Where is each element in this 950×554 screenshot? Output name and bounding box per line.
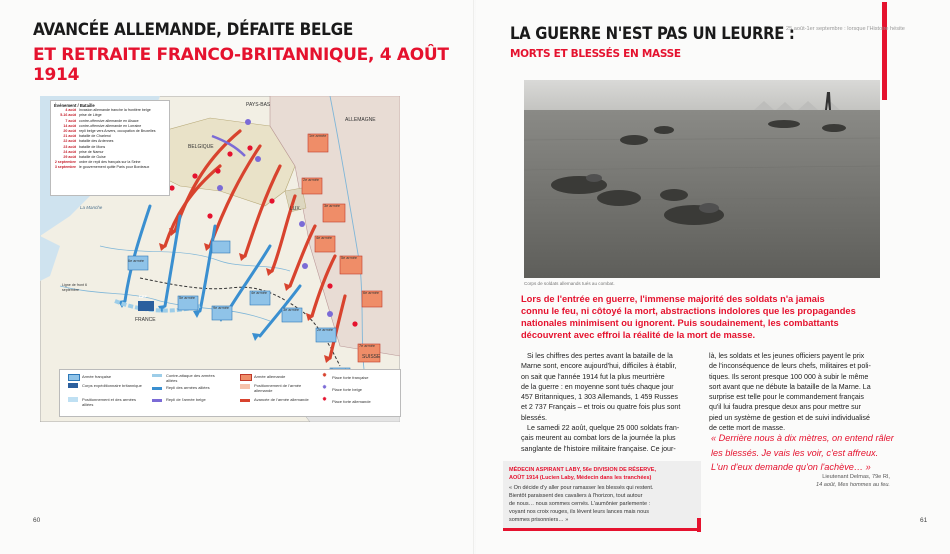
intro-line: Lors de l'entrée en guerre, l'immense majorité des soldats n'a jamais [521,294,825,304]
attribution-line: Lieutenant Delmas, 79e RI, [822,474,890,480]
left-title-line1: AVANCÉE ALLEMANDE, DÉFAITE BELGE [33,20,353,40]
body-line: çais meurent au combat lors de la journée la plus [521,434,676,443]
body-line: tiques. Ils seront presque 100 000 à subir le même [709,372,869,381]
running-header: 25 août-1er septembre : lorsque l'Histoire hésite [786,26,905,32]
events-legend [50,100,170,196]
legend-de-fort: Place forte allemande [332,399,371,404]
body-line: sanglante de l'histoire militaire française. Ce jour- [521,444,676,453]
testimony-line: de nous… nous sommes cernés. L'aumônier parlemente : [509,501,651,507]
legend-german-pos: Positionnement de l'armée allemande [254,383,302,393]
page-number-right: 61 [920,517,928,524]
body-line: de la guerre : en moyenne sont tués chaque jour [521,382,674,391]
label-sea: La Manche [80,205,103,210]
intro-line: découvrent avec effroi la réalité de la mort de masse. [521,330,756,341]
body-column-1 [521,351,680,454]
unit-label-red: 2e armée [303,178,320,182]
unit-label-blue: 9e armée [213,306,230,310]
right-page [476,0,950,554]
event-row: 5-16 août prise de Liège [60,113,102,118]
unit-label-blue: 6e armée [128,259,145,263]
event-row: 23 août bataille de Mons [63,144,106,149]
unit-label-red: 7e armée [359,344,376,348]
unit-label-blue: 3e armée [283,308,300,312]
intro-line: connu le feu, ni côtoyé la mort, abstractions indolores que les propagandes [521,306,856,317]
legend-be-fort: Place forte belge [332,387,363,392]
event-row: 24 août prise de Namur [63,149,104,154]
body-line: sort avant que ne débute la bataille de la Marne. La [709,382,871,391]
unit-label-red: 3e armée [324,204,341,208]
accent-bar [882,2,887,100]
legend-fr-fort: Place forte française [332,375,369,380]
photo-caption: Corps de soldats allemands tués au combat. [524,281,615,286]
front-line-label: Ligne de front 6 septembre [62,283,87,292]
event-row: 21 août bataille de Charleroi [63,134,111,139]
left-page [0,0,474,554]
event-row: 7 août contre-offensive allemande en Alsace [65,118,139,123]
testimony-line: voyant nos croix rouges, ils lèvent leurs lances mais nous [509,509,650,515]
event-row: 3 septembre le gouvernement quitte Paris pour Bordeaux [54,165,150,170]
unit-label-blue: 2e armée [317,328,334,332]
box-accent [697,518,701,532]
label-france: FRANCE [135,317,156,323]
legend-german-advance: Avancée de l'armée allemande [254,397,309,402]
body-line: blessés. [521,413,548,422]
body-line: de l'inconséquence de leurs chefs, militaires et poli- [709,362,871,371]
body-line: Si les chiffres des pertes avant la bataille de la [527,352,673,360]
event-row: 4 août Invasion allemande tranche la frontière belge [65,108,151,113]
testimony-title-line: AOÛT 1914 (Lucien Laby, Médecin dans les tranchées) [509,475,652,481]
left-title-line2: ET RETRAITE FRANCO-BRITANNIQUE, 4 AOÛT 1914 [33,45,449,85]
unit-label-red: 5e armée [341,256,358,260]
testimony-line: Bientôt paraissent des cavaliers à l'horizon, tout autour [509,493,643,499]
legend-belgian-retreat: Repli de l'armée belge [166,397,206,402]
label-pays-bas: PAYS-BAS [246,102,271,108]
legend-allied-pos: Positionnement et des armées alliées [82,397,137,407]
quote-line: L'un d'eux demande qu'on l'achève… » [711,462,871,472]
legend-french-army: Armée française [82,374,112,379]
body-column-2 [709,351,871,433]
legend-allied-retreat: Repli des armées alliées [166,385,210,390]
body-line: et 2 737 Français – et trois ou quatre fois plus sont [521,403,681,412]
unit-label-blue: 5e armée [179,296,196,300]
legend-german-army: Armée allemande [254,374,286,379]
testimony-line: sommes prisonniers… » [509,517,569,523]
testimony-text [509,484,653,524]
quote-line: les blessés. Je vais les voir, c'est affreux. [711,447,879,458]
unit-label-blue: BEF [139,294,147,299]
testimony-title [509,466,656,482]
body-line: Le samedi 22 août, quelque 25 000 soldats fran- [527,424,680,433]
intro-paragraph [521,293,881,341]
unit-label-red: 4e armée [316,236,333,240]
event-row: 2 septembre ordre de repli des français sur la Seine [54,160,141,165]
body-line: de cette mort de masse. [709,424,786,433]
events-legend-title: Événement / Bataille [54,103,95,108]
star-icon: ✸ [322,385,328,391]
legend-allied-counter: Contre-attaque des armées alliées [166,373,215,383]
event-row: 22 août bataille des Ardennes [63,139,114,144]
unit-label-blue: 4e armée [251,291,268,295]
quote-line: « Derrière nous à dix mètres, on entend râler [711,433,894,443]
attribution-line: 14 août, Mes hommes au feu. [815,481,890,488]
star-icon: ✸ [322,373,328,379]
event-row: 29 août bataille de Guise [63,155,106,160]
pull-quote [711,431,894,475]
body-line: là, les soldats et les jeunes officiers payent le prix [709,352,865,360]
event-row: 20 août repli belge vers Anvers, occupation de Bruxelles [63,129,156,134]
star-icon: ✸ [322,397,328,403]
unit-label-red: 1re armée [309,134,327,138]
unit-label-red: 6e armée [363,291,380,295]
map-legend [59,369,401,417]
body-line: surprise est telle pour le commandement français [709,393,864,402]
label-suisse: SUISSE [362,354,381,360]
right-title-line2: MORTS ET BLESSÉS EN MASSE [510,48,681,60]
testimony-line: « On décide d'y aller pour ramasser les blessés qui restent. [509,485,654,491]
label-allemagne: ALLEMAGNE [345,117,376,123]
label-belgique: BELGIQUE [188,144,214,150]
body-line: 457 Britanniques, 1 303 Allemands, 1 459 Russes [521,393,678,402]
page-number-left: 60 [33,517,41,524]
quote-attribution [790,474,890,490]
body-line: on sait que l'année 1914 fut la plus meurtrière [521,372,665,381]
right-title-line1: LA GUERRE N'EST PAS UN LEURRE : [510,24,795,43]
battlefield-photo [524,80,880,278]
legend-bef: Corps expéditionnaire britannique [82,383,142,388]
body-line: Marne sont, encore aujourd'hui, difficiles à établir, [521,362,677,371]
body-line: qu'il lui faudra presque deux ans pour mettre sur [709,403,861,412]
intro-line: nationales minimisent ou ignorent. Puis soudainement, les combattants [521,318,839,329]
event-row: 14 août contre-offensive allemande en Lorraine [63,123,142,128]
testimony-title-line: MÉDECIN ASPIRANT LABY, 56e DIVISION DE RÉSERVE, [509,467,657,473]
body-line: pied un système de gestion et de suivi individualisé [709,413,870,422]
label-lux: LUX. [290,206,302,212]
